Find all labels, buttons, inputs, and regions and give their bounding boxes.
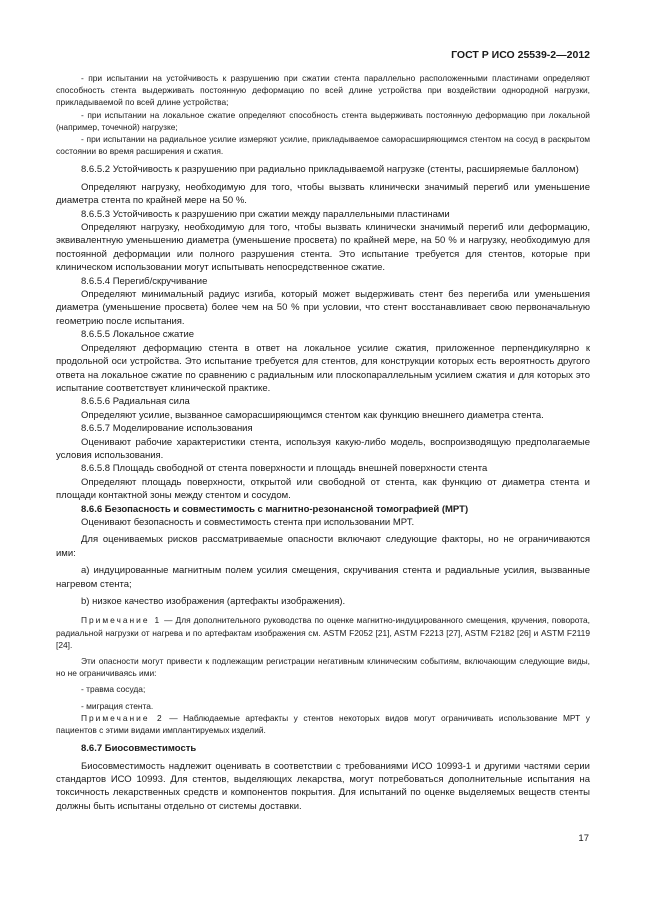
section-8-6-5-6-text: Определяют усилие, вызванное саморасширяющимся стентом как функцию внешнего диаметра стента. (81, 409, 544, 421)
section-8-6-5-8-title: 8.6.5.8 Площадь свободной от стента поверхности и площадь внешней поверхности стента (81, 463, 488, 475)
section-8-6-5-6-title: 8.6.5.6 Радиальная сила (81, 396, 190, 408)
standard-header: ГОСТ Р ИСО 25539-2—2012 (451, 49, 590, 61)
section-8-6-5-7-text: Оценивают рабочие характеристики стента, используя какую-либо модель, воспроизводящую предполагаемые условия использования. (56, 436, 590, 461)
section-8-6-5-2-title: 8.6.5.2 Устойчивость к разрушению при радиально прикладываемой нагрузке (стенты, расширяемые баллоном) (81, 164, 579, 176)
section-8-6-5-4-text: Определяют минимальный радиус изгиба, который может выдерживать стент без перегиба или уменьшения диаметра (уменьшение просвета) более чем на 50 % при условии, что стент восстанавливает свою первоначальную геометрию после испытания. (56, 289, 590, 327)
note-1 (56, 614, 590, 651)
section-8-6-5-5-text: Определяют деформацию стента в ответ на локальное усилие сжатия, приложенное перпендикулярно к продольной оси устройства. Это испытание требуется для стентов, для конструкции которых есть вероятность другого ответа на локальное сжатие по сравнению с радиальным или плоскопараллельным усилием сжатия и для которых это испытание соответствует клинической практике. (56, 342, 590, 394)
section-8-6-5-5-title: 8.6.5.5 Локальное сжатие (81, 329, 195, 341)
section-8-6-5-7-title: 8.6.5.7 Моделирование использования (81, 423, 253, 435)
section-8-6-5-2-text: Определяют нагрузку, необходимую для того, чтобы вызвать клинически значимый перегиб или уменьшение диаметра стента по крайней мере на 50 %. (56, 181, 590, 207)
section-8-6-5-3-title: 8.6.5.3 Устойчивость к разрушению при сжатии между параллельными пластинами (81, 208, 450, 220)
section-8-6-7-text: Биосовместимость надлежит оценивать в соответствии с требованиями ИСО 10993-1 и другими частями серии стандартов ИСО 10993. Для стентов, выделяющих лекарства, могут потребоваться дополнительные испытания на токсичность лекарственных средств и компонентов покрытия. Для испытаний по оценке выделяемых веществ стенты должны быть испытаны отдельно от системы доставки. (56, 760, 590, 812)
note-1-text: — Для дополнительного руководства по оценке магнитно-индуцированного смещения, кручения, поворота, радиальной нагрузки от нагрева и по артефактам изображения см. ASTM F2052 [21], ASTM F2213 [27], ASTM F2182 [26] и ASTM F2119 [24]. (56, 615, 590, 650)
section-8-6-6-p3: Эти опасности могут привести к подлежащим регистрации негативным клиническим событиям, включающим следующие виды, но не ограничиваясь ими: (56, 656, 590, 679)
list-item-a: a) индуцированные магнитным полем усилия смещения, скручивания стента и радиальные усилия, вызванные нагревом стента; (56, 565, 590, 590)
section-8-6-5-3-text: Определяют нагрузку, необходимую для того, чтобы вызвать клинически значимый перегиб или деформацию, эквивалентную уменьшению диаметра (уменьшение просвета) по крайней мере, на 50 % и нагрузку, необходимую для постоянной деформации или полного разрушения стента. Это испытание требуется для стентов, которые при клиническом использовании могут испытывать непосредственное сжатие. (56, 222, 590, 274)
list-item-b: b) низкое качество изображения (артефакты изображения). (81, 596, 346, 608)
note-2 (56, 712, 590, 736)
section-8-6-7-title: 8.6.7 Биосовместимость (81, 743, 197, 755)
page-number: 17 (578, 833, 589, 844)
section-8-6-5-8-text: Определяют площадь поверхности, открытой или свободной от стента, как функцию от диаметра стента и площади контактной зоны между стентом и сосудом. (56, 476, 590, 502)
intro-bullet: - при испытании на устойчивость к разрушению при сжатии стента параллельно расположенными пластинами определяют способность стента выдерживать постоянную деформацию по всей длине устройства при воздействии однородной нагрузки, прикладываемой по всей длине устройства; (56, 73, 590, 108)
section-8-6-6-p2: Для оцениваемых рисков рассматриваемые опасности включают следующие факторы, но не ограничиваются ими: (56, 534, 590, 559)
intro-bullet: - при испытании на локальное сжатие определяют способность стента выдерживать постоянную деформацию при локальной (например, точечной) нагрузке; (56, 109, 590, 132)
intro-bullet: - при испытании на радиальное усилие измеряют усилие, прикладываемое саморасширяющимся стентом на сосуд в раскрытом состоянии во время расширения и сжатия. (56, 134, 590, 157)
bullet-item: - миграция стента. (81, 700, 154, 711)
document-body (56, 72, 590, 813)
note-2-label: Примечание 2 (81, 712, 164, 723)
note-1-label: Примечание 1 (81, 615, 162, 626)
note-2-text: — Наблюдаемые артефакты у стентов некоторых видов могут ограничивать использование МРТ у пациентов с этими видами имплантируемых изделий. (56, 712, 590, 736)
section-8-6-5-4-title: 8.6.5.4 Перегиб/скручивание (81, 275, 208, 287)
bullet-item: - травма сосуда; (81, 684, 146, 695)
section-8-6-6-title: 8.6.6 Безопасность и совместимость с магнитно-резонансной томографией (МРТ) (81, 503, 469, 515)
section-8-6-6-p1: Оценивают безопасность и совместимость стента при использовании МРТ. (81, 516, 415, 528)
